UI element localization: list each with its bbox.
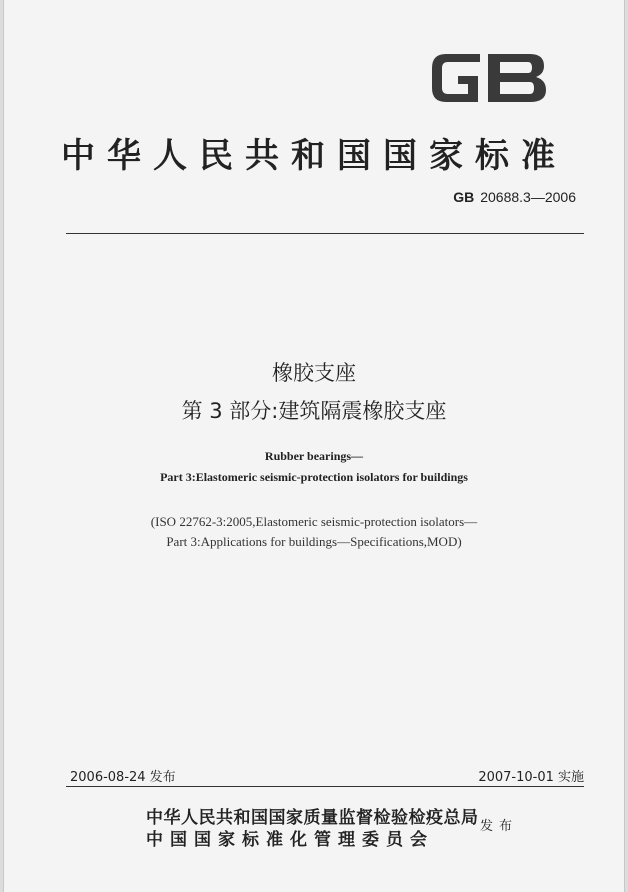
document-page <box>4 0 624 892</box>
issuer-line2: 中国国家标准化管理委员会 <box>146 830 434 850</box>
org-title: 中华人民共和国国家标准 <box>61 136 567 176</box>
iso-reference-line1: (ISO 22762-3:2005,Elastomeric seismic-protection isolators— <box>150 514 478 529</box>
implementation-date: 2007-10-01 实施 <box>478 770 584 785</box>
issue-word: 发布 <box>480 819 519 834</box>
bottom-divider <box>66 786 584 787</box>
title-cn-line1: 橡胶支座 <box>272 361 356 385</box>
standard-prefix: GB <box>453 189 475 205</box>
title-en-line2: Part 3:Elastomeric seismic-protection isolators for buildings <box>160 470 468 484</box>
standard-code: 20688.3—2006 <box>480 189 576 205</box>
issuer-line1: 中华人民共和国国家质量监督检验检疫总局 <box>146 808 479 828</box>
top-divider <box>66 233 584 234</box>
issue-date: 2006-08-24 发布 <box>70 770 176 785</box>
title-en-line1: Rubber bearings— <box>264 449 364 463</box>
standard-number <box>453 189 576 205</box>
title-cn-line2: 第 3 部分:建筑隔震橡胶支座 <box>181 399 447 423</box>
iso-reference-line2: Part 3:Applications for buildings—Specifications,MOD) <box>166 534 462 549</box>
gb-logo <box>426 44 552 112</box>
